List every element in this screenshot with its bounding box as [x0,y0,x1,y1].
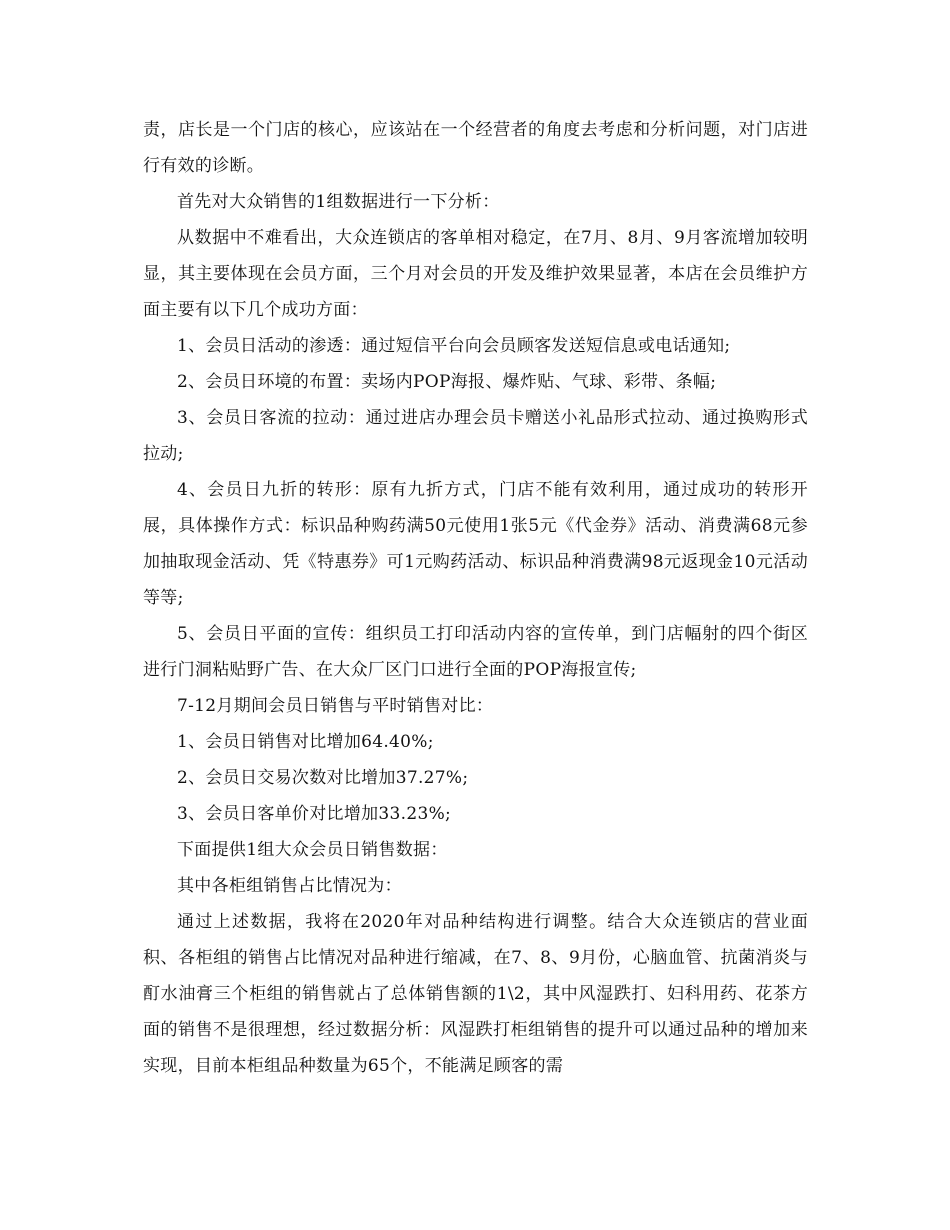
list-item-member-day-traffic: 3、会员日客流的拉动：通过进店办理会员卡赠送小礼品形式拉动、通过换购形式拉动; [143,408,808,464]
paragraph-counter-share: 其中各柜组销售占比情况为： [177,876,402,896]
paragraph-data-observation: 从数据中不难看出，大众连锁店的客单相对稳定，在7月、8月、9月客流增加较明显，其主要体现在会员方面，三个月对会员的开发及维护效果显著，本店在会员维护方面主要有以下几个成功方面： [143,228,808,320]
list-item-unit-price-increase: 3、会员日客单价对比增加33.23%; [177,804,452,824]
paragraph-analysis-intro: 首先对大众销售的1组数据进行一下分析： [177,192,500,212]
list-item-member-day-penetration: 1、会员日活动的渗透：通过短信平台向会员顾客发送短信息或电话通知; [177,336,731,356]
list-item-member-day-discount: 4、会员日九折的转形：原有九折方式，门店不能有效利用，通过成功的转形开展，具体操作方式：标识品种购药满50元使用1张5元《代金券》活动、消费满68元参加抽取现金活动、凭《特惠券》可1元购药活动、标识品种消费满98元返现金10元活动等等; [143,480,808,608]
list-item-member-day-promotion: 5、会员日平面的宣传：组织员工打印活动内容的宣传单，到门店幅射的四个街区进行门洞粘贴野广告、在大众厂区门口进行全面的POP海报宣传; [143,624,808,680]
list-item-sales-increase: 1、会员日销售对比增加64.40%; [177,732,434,752]
list-item-member-day-environment: 2、会员日环境的布置：卖场内POP海报、爆炸贴、气球、彩带、条幅; [177,372,717,392]
paragraph-adjustment-plan: 通过上述数据，我将在2020年对品种结构进行调整。结合大众连锁店的营业面积、各柜组的销售占比情况对品种进行缩减，在7、8、9月份，心脑血管、抗菌消炎与酊水油膏三个柜组的销售就占了总体销售额的1\2，其中风湿跌打、妇科用药、花茶方面的销售不是很理想，经过数据分析：风湿跌打柜组销售的提升可以通过品种的增加来实现，目前本柜组品种数量为65个，不能满足顾客的需 [143,912,808,1076]
paragraph-data-provided: 下面提供1组大众会员日销售数据： [177,840,448,860]
paragraph-continuation: 责，店长是一个门店的核心，应该站在一个经营者的角度去考虑和分析问题，对门店进行有效的诊断。 [143,120,808,176]
paragraph-comparison-heading: 7-12月期间会员日销售与平时销售对比： [177,696,494,716]
document-body [143,112,808,1084]
list-item-transactions-increase: 2、会员日交易次数对比增加37.27%; [177,768,469,788]
